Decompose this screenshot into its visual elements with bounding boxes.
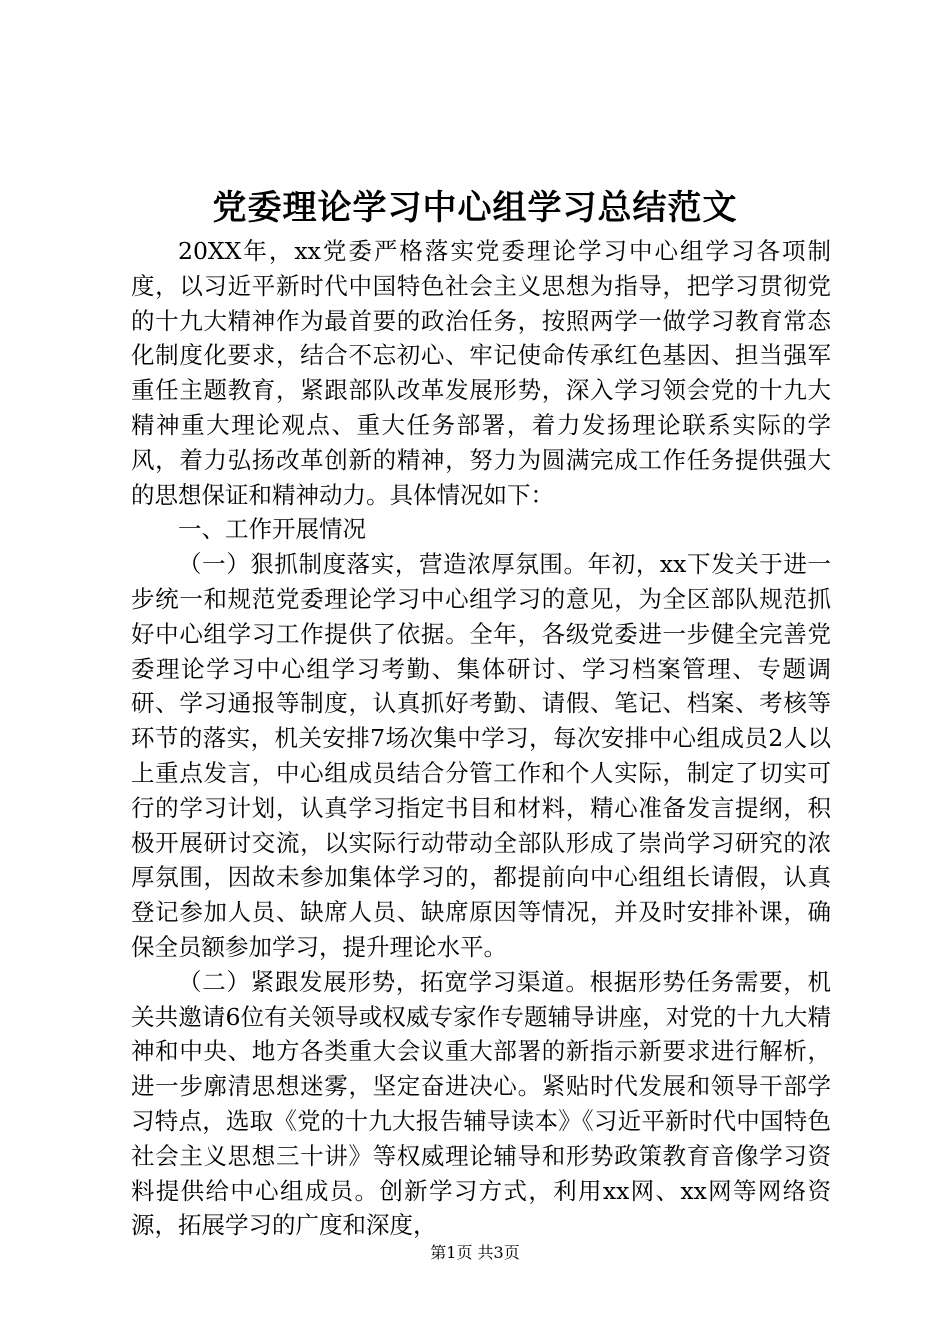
section-paragraph-1: （一）狠抓制度落实，营造浓厚氛围。年初，xx下发关于进一步统一和规范党委理论学习中心组学习的意见，为全区部队规范抓好中心组学习工作提供了依据。全年，各级党委进一步健全完善党委理论学习中心组学习考勤、集体研讨、学习档案管理、专题调研、学习通报等制度，认真抓好考勤、请假、笔记、档案、考核等环节的落实，机关安排7场次集中学习，每次安排中心组成员2人以上重点发言，中心组成员结合分管工作和个人实际，制定了切实可行的学习计划，认真学习指定书目和材料，精心准备发言提纲，积极开展研讨交流，以实际行动带动全部队形成了崇尚学习研究的浓厚氛围，因故未参加集体学习的，都提前向中心组组长请假，认真登记参加人员、缺席人员、缺席原因等情况，并及时安排补课，确保全员额参加学习，提升理论水平。 xyxy=(131,550,831,961)
intro-paragraph: 20XX年，xx党委严格落实党委理论学习中心组学习各项制度，以习近平新时代中国特色社会主义思想为指导，把学习贯彻党的十九大精神作为最首要的政治任务，按照两学一做学习教育常态化制度化要求，结合不忘初心、牢记使命传承红色基因、担当强军重任主题教育，紧跟部队改革发展形势，深入学习领会党的十九大精神重大理论观点、重大任务部署，着力发扬理论联系实际的学风，着力弘扬改革创新的精神，努力为圆满完成工作任务提供强大的思想保证和精神动力。具体情况如下： xyxy=(131,237,831,509)
document-title: 党委理论学习中心组学习总结范文 xyxy=(212,188,738,228)
page-footer: 第1页 共3页 xyxy=(430,1243,520,1262)
section-paragraph-2: （二）紧跟发展形势，拓宽学习渠道。根据形势任务需要，机关共邀请6位有关领导或权威专家作专题辅导讲座，对党的十九大精神和中央、地方各类重大会议重大部署的新指示新要求进行解析，进一步廓清思想迷雾，坚定奋进决心。紧贴时代发展和领导干部学习特点，选取《党的十九大报告辅导读本》《习近平新时代中国特色社会主义思想三十讲》等权威理论辅导和形势政策教育音像学习资料提供给中心组成员。创新学习方式，利用xx网、xx网等网络资源，拓展学习的广度和深度， xyxy=(131,967,831,1240)
document-body xyxy=(131,234,831,1243)
section-heading: 一、工作开展情况 xyxy=(178,515,366,544)
